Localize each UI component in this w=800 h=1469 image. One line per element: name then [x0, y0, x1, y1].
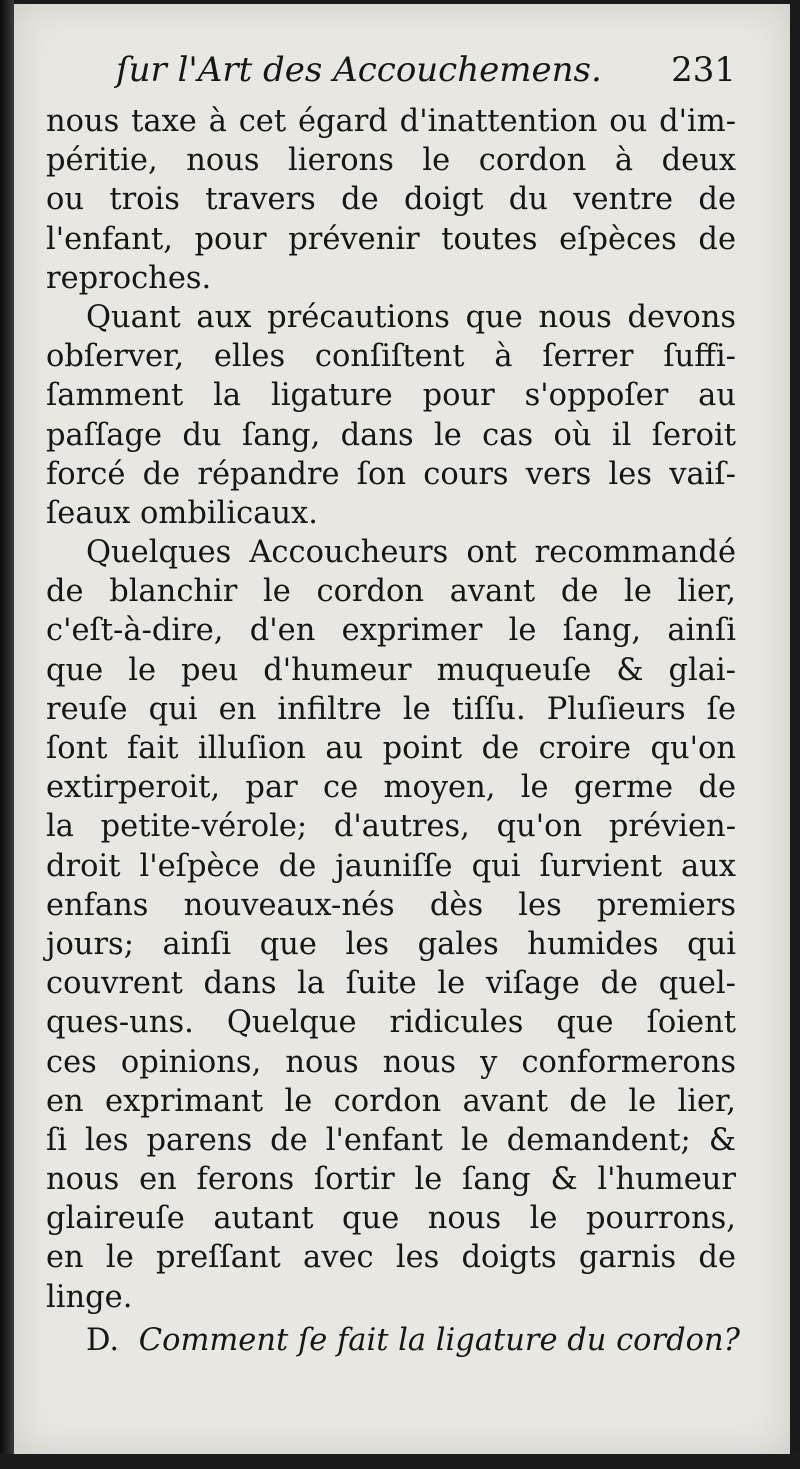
text-line: glaireuſe autant que nous le pourrons, [46, 1201, 736, 1237]
text-line: reproches. [46, 260, 212, 296]
page-number: 231 [671, 50, 736, 90]
text-line: ques-uns. Quelque ridicules que ſoient [46, 1005, 736, 1041]
text-line: reuſe qui en infiltre le tiſſu. Pluſieurs ſe [46, 691, 736, 727]
text-line: enfans nouveaux-nés dès les premiers [46, 887, 736, 923]
text-line: couvrent dans la ſuite le viſage de quel- [46, 966, 736, 1002]
text-line: l'enfant, pour prévenir toutes eſpèces de [46, 221, 736, 257]
running-title: ſur l'Art des Accouchemens. [116, 50, 602, 90]
paragraph-3 [46, 533, 736, 1317]
paragraph-2 [46, 298, 736, 533]
text-line: paſſage du ſang, dans le cas où il ſeroit [46, 417, 736, 453]
paragraph-1 [46, 102, 736, 298]
text-line: péritie, nous lierons le cordon à deux [46, 143, 736, 179]
text-line: ces opinions, nous nous y conformerons [46, 1044, 736, 1080]
text-line: ſeaux ombilicaux. [46, 495, 318, 531]
text-line: forcé de répandre ſon cours vers les vaiſ- [46, 456, 736, 492]
text-line: Quelques Accoucheurs ont recommandé [86, 535, 736, 571]
text-line: ou trois travers de doigt du ventre de [46, 182, 736, 218]
text-line: de blanchir le cordon avant de le lier, [46, 574, 736, 610]
text-line: que le peu d'humeur muqueuſe & glai- [46, 652, 736, 688]
text-line: la petite-vérole; d'autres, qu'on prévien- [46, 809, 736, 845]
text-line: ſont fait illuſion au point de croire qu'on [46, 731, 736, 766]
text-line: extirperoit, par ce moyen, le germe de [46, 770, 736, 806]
book-gutter-shadow [0, 0, 14, 1469]
page-text-block [46, 50, 741, 1361]
text-line: jours; ainſi que les gales humides qui [46, 926, 736, 962]
page-bottom-edge [0, 1454, 800, 1469]
text-line: en le preſſant avec les doigts garnis de [46, 1240, 736, 1276]
text-line: c'eſt-à-dire, d'en exprimer le ſang, ainſi [46, 613, 736, 649]
text-line: ſamment la ligature pour s'oppoſer au [46, 378, 736, 414]
text-line: nous taxe à cet égard d'inattention ou d'im- [46, 104, 736, 139]
question-text: Comment ſe fait la ligature du cordon? [138, 1322, 741, 1358]
text-line: droit l'eſpèce de jauniſſe qui ſurvient aux [46, 848, 736, 884]
text-line: nous en ferons ſortir le ſang & l'humeur [46, 1162, 736, 1198]
text-line: Quant aux précautions que nous devons [86, 299, 736, 335]
text-line: en exprimant le cordon avant de le lier, [46, 1083, 736, 1119]
text-line: linge. [46, 1279, 133, 1315]
text-line: obſerver, elles conſiſtent à ſerrer ſuffi- [46, 339, 736, 375]
running-header [46, 50, 736, 102]
question-label: D. [86, 1322, 120, 1358]
question-line [46, 1321, 741, 1361]
text-line: ſi les parens de l'enfant le demandent; & [46, 1122, 736, 1158]
